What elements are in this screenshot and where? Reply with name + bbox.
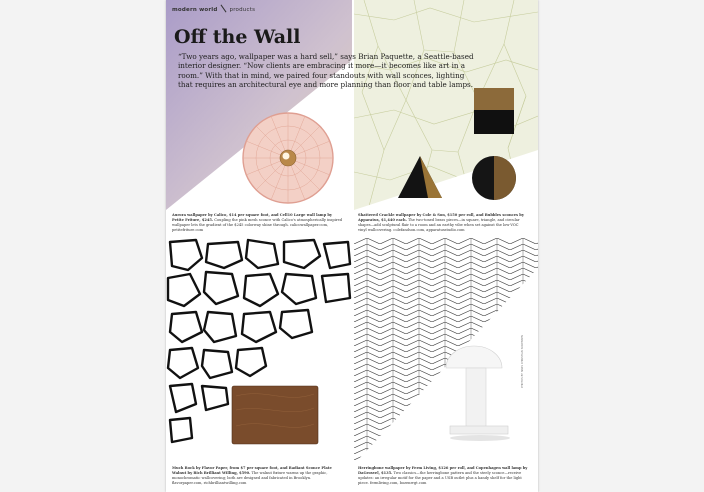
- caption-rock-body: The walnut fixture warms up the graphic, monochromatic wallcovering; both are designed and fabricated in Brooklyn. flavorpaper.com, richbrilliantwilling.com: [172, 471, 328, 486]
- caption-crackle-lead: Shattered Crackle wallpaper by Cole & Son, $150 per roll, and Bubbles sconces by Apparatus, $1,440 each.: [358, 213, 524, 223]
- caption-crackle: [358, 213, 528, 233]
- herringbone-wallpaper-art: [354, 238, 538, 464]
- kicker-divider: [218, 5, 230, 11]
- intro-paragraph: “Two years ago, wallpaper was a hard sell,” says Brian Paquette, a Seattle-based interior designer. “Now clients are embracing it more—it becomes like art in a room.” With that in mind, we paired four standouts with wall sconces, lighting that requires an architectural eye and more planning than floor and table lamps.: [178, 52, 474, 89]
- caption-herringbone-lead: Herringbone wallpaper by Ferm Living, $126 per roll, and Copenhagen wall lamp by DaGrosvel, $135.: [358, 466, 528, 476]
- photo-credit: PHOTOS BY HANS CHRISTIAN SORENSEN: [521, 335, 524, 388]
- rock-wallpaper-photo: [166, 238, 352, 464]
- magazine-page: [166, 0, 538, 492]
- caption-aurora-lead: Aurora wallpaper by Calico, $14 per square foot, and Cell10 Large wall lamp by Petite Friture, $245.: [172, 213, 332, 223]
- caption-herringbone: [358, 466, 528, 486]
- caption-crackle-body: The two-toned brass pieces—in square, triangle, and circular shapes—add sculptural flair to a room and an earthy vibe when set against the low-VOC vinyl wallcovering. colefandson.com, apparatusstudio.com: [358, 218, 520, 233]
- rock-wallpaper-art: [166, 238, 352, 464]
- crackle-wallpaper-art: [354, 0, 538, 210]
- caption-aurora: [172, 213, 342, 233]
- caption-rock-lead: Much Rock by Flavor Paper, from $7 per square foot, and Radiant Sconce Plate Walnut by Rich Brilliant Willing, $590.: [172, 466, 332, 476]
- page-title: Off the Wall: [174, 26, 301, 48]
- kicker-section: modern world: [172, 7, 218, 13]
- crackle-wallpaper-photo: [354, 0, 538, 210]
- herringbone-wallpaper-photo: [354, 238, 538, 464]
- caption-aurora-body: Coupling the pink mesh sconce with Calico's atmospherically inspired wallpaper lets the gradient of the $245 colorway shine through. calicowallpaper.com, petitefriture.com: [172, 218, 342, 233]
- walnut-sconce-plate: [232, 386, 318, 444]
- square-sconce: [474, 88, 514, 110]
- section-kicker: [172, 5, 255, 13]
- copenhagen-lamp-body: [466, 368, 486, 428]
- caption-rock: [172, 466, 342, 486]
- caption-herringbone-body: Two classics—the herringbone pattern and the steely sconce—receive updates: an irregular motif for the paper and a USB outlet plus a handy shelf for the light piece. fermliving.com, bozenrrgt.com: [358, 471, 522, 486]
- kicker-subsection: products: [229, 7, 256, 13]
- copenhagen-lamp-shelf: [450, 426, 508, 434]
